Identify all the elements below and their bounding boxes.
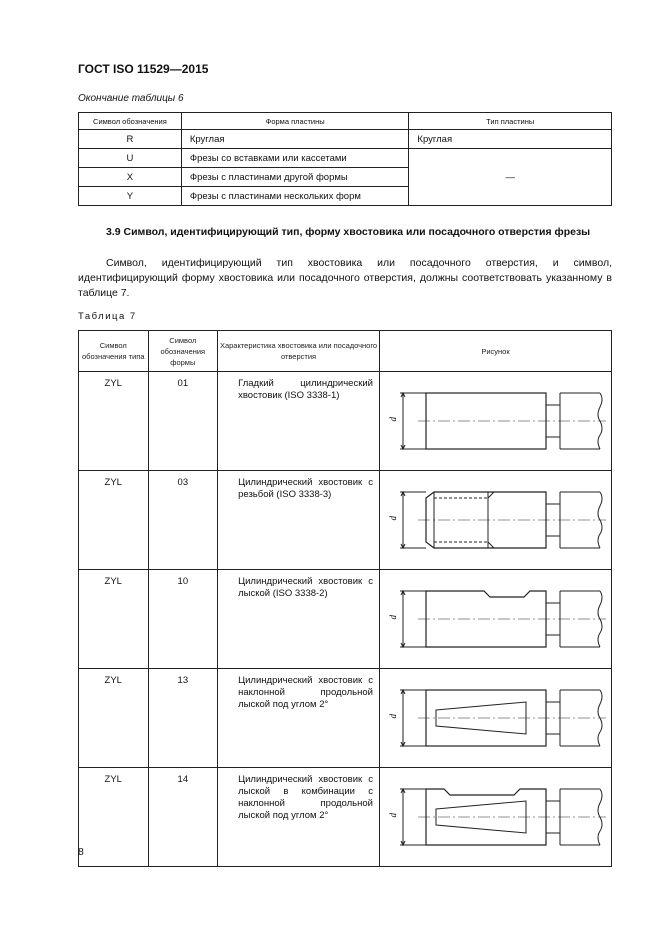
combined-flat-shank-icon xyxy=(380,771,611,863)
table6-symbol-cell: R xyxy=(79,130,182,149)
table6 xyxy=(78,112,612,206)
table6-form-cell: Фрезы со вставками или кассетами xyxy=(181,149,409,168)
table6-form-cell: Круглая xyxy=(181,130,409,149)
table6-symbol-cell: X xyxy=(79,168,182,187)
dimension-label: d xyxy=(387,516,398,521)
table7-figure-cell xyxy=(379,570,611,669)
table7-desc-cell: Цилиндрический хвостовик с лыской (ISO 3338-2) xyxy=(218,570,380,669)
table-row xyxy=(79,570,612,669)
table7-type-cell: ZYL xyxy=(79,471,149,570)
table7-form-cell: 14 xyxy=(148,768,218,867)
table7 xyxy=(78,330,612,867)
table-row xyxy=(79,471,612,570)
table6-type-merged-cell: — xyxy=(409,149,612,206)
table7-form-cell: 01 xyxy=(148,372,218,471)
plain-shank-icon xyxy=(380,375,611,467)
table7-form-cell: 13 xyxy=(148,669,218,768)
document-title: ГОСТ ISO 11529—2015 xyxy=(78,62,209,76)
table-row xyxy=(79,768,612,867)
table-row xyxy=(79,372,612,471)
table7-form-cell: 03 xyxy=(148,471,218,570)
table7-figure-cell xyxy=(379,372,611,471)
table7-type-cell: ZYL xyxy=(79,372,149,471)
table7-type-cell: ZYL xyxy=(79,768,149,867)
table6-header-form: Форма пластины xyxy=(181,113,409,130)
dimension-label: d xyxy=(387,615,398,620)
table7-type-cell: ZYL xyxy=(79,570,149,669)
table7-header-characteristic: Характеристика хвостовика или посадочного отверстия xyxy=(218,331,380,372)
dimension-label: d xyxy=(387,417,398,422)
inclined-flat-shank-icon xyxy=(380,672,611,764)
table6-form-cell: Фрезы с пластинами нескольких форм xyxy=(181,187,409,206)
table7-header-row xyxy=(79,331,612,372)
threaded-shank-icon xyxy=(380,474,611,566)
table7-type-cell: ZYL xyxy=(79,669,149,768)
table7-figure-cell xyxy=(379,669,611,768)
table7-desc-cell: Цилиндрический хвостовик с лыской в комбинации с наклонной продольной лыской под углом 2° xyxy=(218,768,380,867)
table6-type-cell: Круглая xyxy=(409,130,612,149)
table7-caption: Таблица 7 xyxy=(78,311,137,322)
section-title: 3.9 Символ, идентифицирующий тип, форму хвостовика или посадочного отверстия фрезы xyxy=(106,226,591,238)
flat-shank-icon xyxy=(380,573,611,665)
table7-figure-cell xyxy=(379,768,611,867)
table6-header-type: Тип пластины xyxy=(409,113,612,130)
table6-form-cell: Фрезы с пластинами другой формы xyxy=(181,168,409,187)
dimension-label: d xyxy=(387,813,398,818)
table6-header-row xyxy=(79,113,612,130)
table6-symbol-cell: Y xyxy=(79,187,182,206)
table7-desc-cell: Гладкий цилиндрический хвостовик (ISO 3338-1) xyxy=(218,372,380,471)
table-row xyxy=(79,149,612,168)
table7-form-cell: 10 xyxy=(148,570,218,669)
table6-header-symbol: Символ обозначения xyxy=(79,113,182,130)
section-paragraph: Символ, идентифицирующий тип хвостовика или посадочного отверстия, и символ, идентифицирующий форму хвостовика или посадочного отверстия, должны соответствовать указанному в таблице 7. xyxy=(78,257,612,299)
dimension-label: d xyxy=(387,714,398,719)
table7-figure-cell xyxy=(379,471,611,570)
page-number: 8 xyxy=(78,846,84,858)
table6-symbol-cell: U xyxy=(79,149,182,168)
table7-desc-cell: Цилиндрический хвостовик с наклонной продольной лыской под углом 2° xyxy=(218,669,380,768)
table7-desc-cell: Цилиндрический хвостовик с резьбой (ISO 3338-3) xyxy=(218,471,380,570)
table7-header-type: Символ обозначения типа xyxy=(79,331,149,372)
table7-header-figure: Рисунок xyxy=(379,331,611,372)
table-row xyxy=(79,669,612,768)
table7-header-form: Символ обозначения формы xyxy=(148,331,218,372)
table-row xyxy=(79,130,612,149)
table6-caption: Окончание таблицы 6 xyxy=(78,93,184,104)
